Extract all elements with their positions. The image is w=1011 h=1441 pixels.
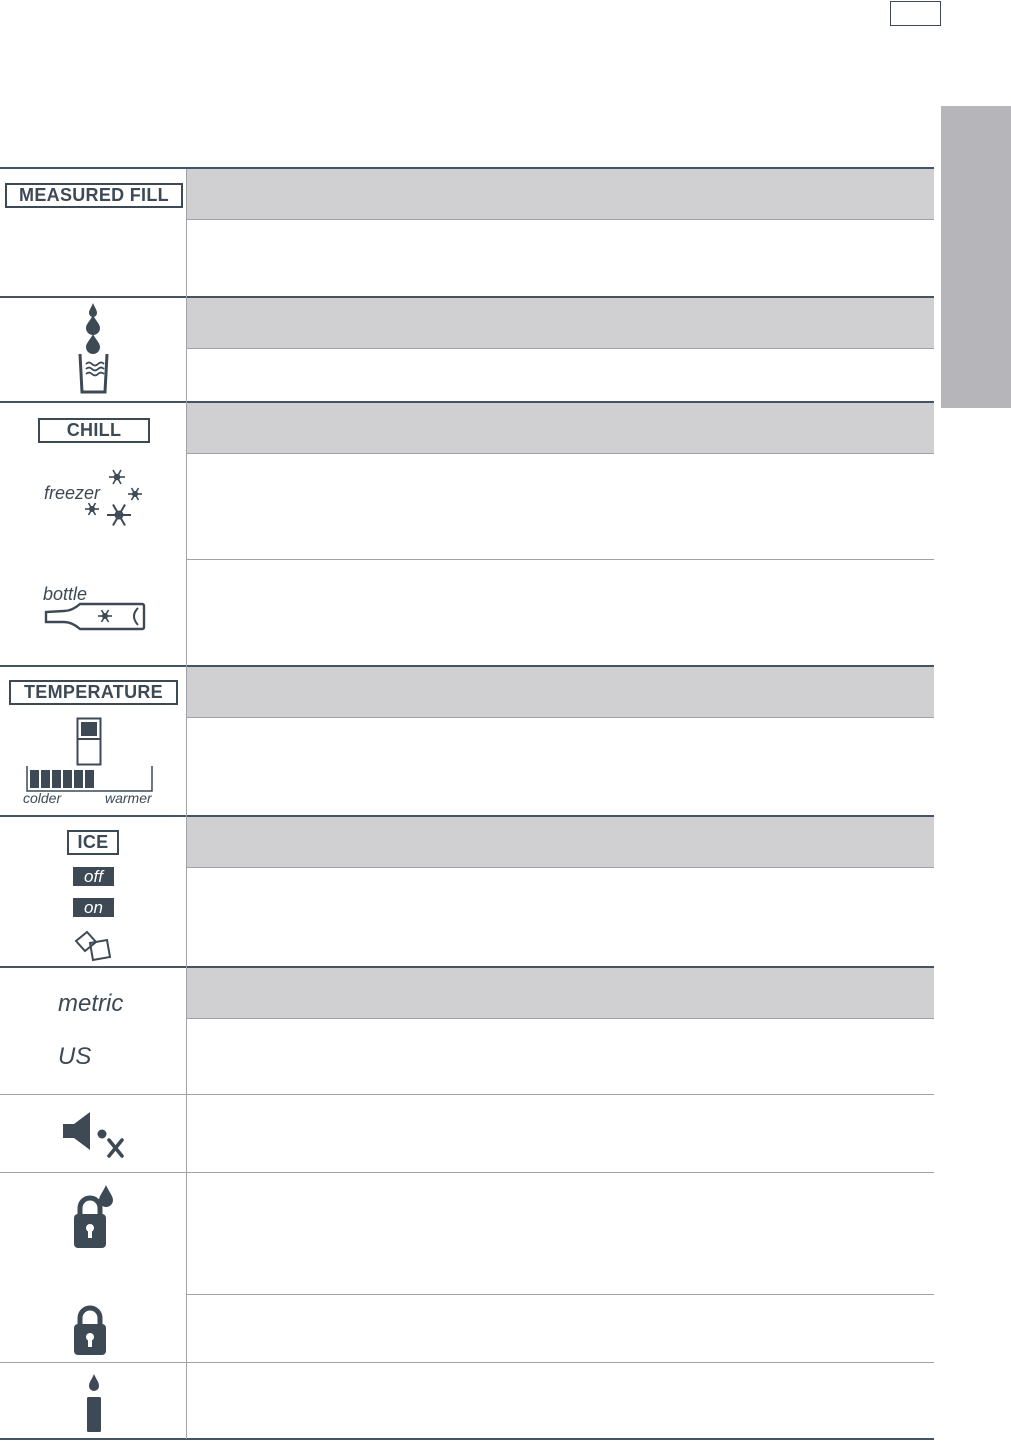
temperature-button-label: TEMPERATURE	[9, 680, 178, 705]
section-side-tab	[941, 106, 1011, 408]
speaker-mute-icon	[62, 1112, 128, 1160]
page-number-box	[890, 1, 941, 26]
us-label: US	[58, 1043, 92, 1070]
ice-off-indicator: off	[73, 867, 114, 886]
measured-fill-button-label: MEASURED FILL	[5, 183, 183, 208]
header-cell-temperature	[187, 667, 934, 717]
warmer-label: warmer	[105, 790, 152, 806]
metric-label: metric	[58, 990, 124, 1017]
header-cell-dispense	[187, 298, 934, 348]
subrow-divider	[187, 348, 934, 349]
chill-button-label: CHILL	[38, 418, 150, 443]
freezer-label: freezer	[44, 483, 101, 503]
temperature-level-segment	[41, 770, 50, 788]
temperature-level-segment	[63, 770, 72, 788]
temperature-level-segment	[74, 770, 83, 788]
bottle-label: bottle	[43, 584, 88, 604]
sabbath-candle-icon	[84, 1373, 104, 1433]
row-divider	[0, 1094, 934, 1095]
row-divider	[0, 1172, 934, 1173]
lock-icon	[73, 1306, 107, 1356]
ice-on-indicator: on	[73, 898, 114, 917]
ice-button-label: ICE	[67, 830, 119, 855]
temperature-level-segment	[85, 770, 94, 788]
colder-label: colder	[23, 790, 62, 806]
ice-cubes-icon	[73, 929, 113, 963]
subrow-divider	[187, 1294, 934, 1295]
subrow-divider	[187, 453, 934, 454]
subrow-divider	[187, 559, 934, 560]
header-cell-chill	[187, 403, 934, 453]
temperature-level-bar-icon	[26, 766, 153, 792]
bottle-icon	[44, 602, 146, 632]
subrow-divider	[187, 717, 934, 718]
header-cell-ice	[187, 817, 934, 867]
snowflakes-icon	[82, 466, 146, 530]
fridge-icon	[76, 717, 102, 766]
header-cell-measured-fill	[187, 169, 934, 219]
water-lock-icon	[72, 1184, 118, 1250]
row-divider	[0, 1362, 934, 1363]
row-divider	[0, 1438, 934, 1440]
subrow-divider	[187, 219, 934, 220]
water-drops-glass-icon	[70, 302, 120, 396]
subrow-divider	[187, 867, 934, 868]
temperature-level-segment	[30, 770, 39, 788]
header-cell-units	[187, 968, 934, 1018]
column-divider	[186, 169, 187, 1439]
subrow-divider	[187, 1018, 934, 1019]
temperature-level-segment	[52, 770, 61, 788]
